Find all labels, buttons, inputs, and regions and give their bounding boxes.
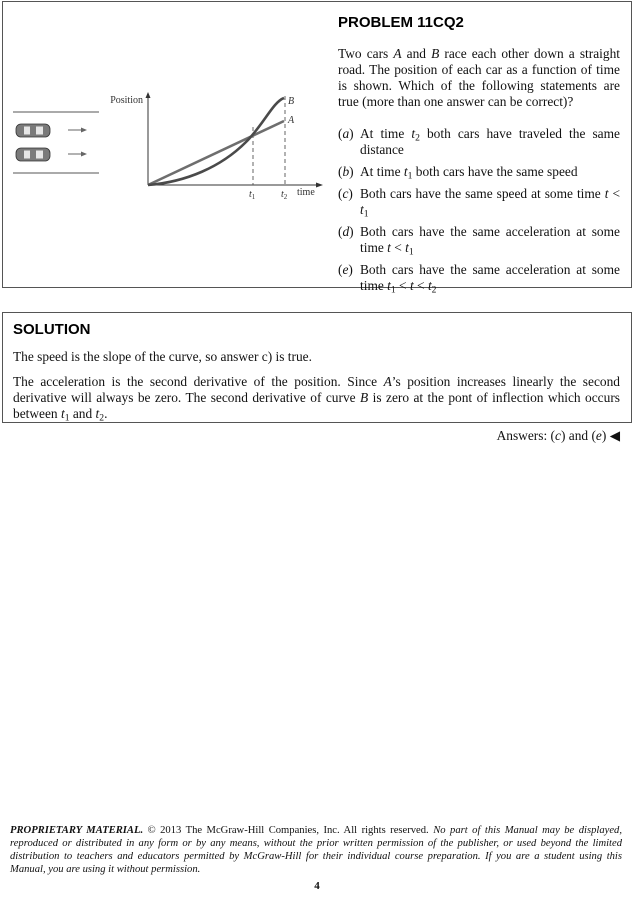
footer-notice: No part of this Manual may be displayed, reproduced or distributed in any form or by any means, without the prior written permission of the publisher, or used beyond the limited distribution to teachers and educators permitted by McGraw-Hill for their individual course preparation. If you are a student using this Manual, you are using it without permission. — [10, 825, 622, 875]
car-icon-bottom — [16, 148, 50, 161]
solution-title: SOLUTION — [13, 321, 91, 338]
problem-box — [2, 1, 632, 296]
answer-options — [338, 126, 620, 300]
curve-b — [148, 98, 284, 185]
option-a: (a) At time $t_2$ both cars have traveled the same distance — [338, 126, 620, 157]
car-icon-top — [16, 124, 50, 137]
answers-line: Answers: (c) and (e) ◀ — [496, 428, 620, 443]
position-time-figure — [11, 82, 331, 202]
proprietary-notice — [10, 824, 622, 876]
solution-box — [2, 312, 632, 423]
curve-label-b: B — [288, 96, 295, 107]
answers-prefix: Answers: — [496, 428, 548, 443]
tick-label-t2: $t_2$ — [281, 189, 288, 201]
problem-statement: Two cars A and B race each other down a straight road. The position of each car as a function of time is shown. Which of the following statements are true (more than one answer can be correct)? — [338, 46, 621, 109]
problem-title: PROBLEM 11CQ2 — [338, 14, 464, 31]
tick-label-t1: $t_1$ — [249, 189, 256, 201]
footer-bold-lead: PROPRIETARY MATERIAL. — [10, 825, 144, 836]
footer-copyright: © 2013 The McGraw-Hill Companies, Inc. All rights reserved. — [147, 825, 429, 836]
option-c: (c) Both cars have the same speed at some time $t < t_1$ — [338, 186, 620, 220]
option-d: (d) Both cars have the same acceleration at some time $t < t_1$ — [338, 224, 620, 258]
solution-paragraph-2: The acceleration is the second derivative of the position. Since A’s position increases linearly the second derivative will always be zero. The second derivative of curve B is zero at the pont of inflection which occurs between $t_1$ and $t_2$. — [13, 374, 620, 424]
y-axis-arrow-icon — [146, 92, 151, 98]
x-axis-arrow-icon — [316, 183, 323, 188]
arrow-icon-bottom — [68, 152, 87, 157]
y-axis-label: Position — [110, 95, 143, 106]
curve-a — [148, 121, 284, 185]
option-b: (b) At time $t_1$ both cars have the same speed — [338, 164, 578, 182]
arrow-icon-top — [68, 128, 87, 133]
solution-paragraph-1: The speed is the slope of the curve, so answer c) is true. — [13, 349, 312, 364]
curve-label-a: A — [288, 115, 295, 126]
end-marker-icon: ◀ — [609, 428, 620, 443]
page-number: 4 — [314, 880, 320, 892]
option-e: (e) Both cars have the same acceleration at some time $t_1 < t < t_2$ — [338, 262, 620, 296]
x-axis-label: time — [297, 187, 315, 198]
